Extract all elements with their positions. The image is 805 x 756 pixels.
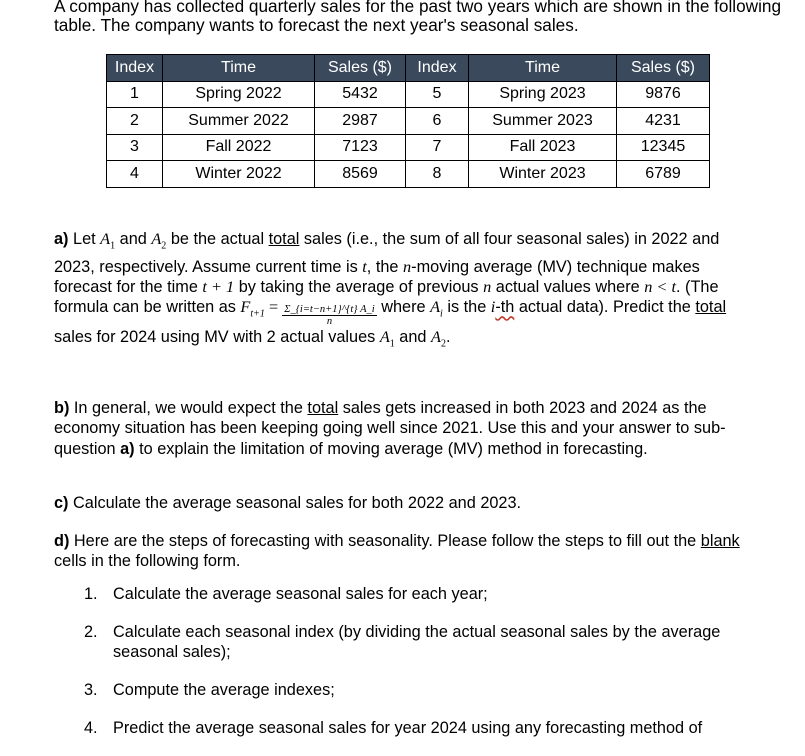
question-b-label: b) (54, 399, 70, 417)
step-text: Predict the average seasonal sales for year 2024 using any forecasting method of (113, 719, 703, 737)
underlined-word: total (268, 230, 300, 248)
table-cell: 8 (406, 161, 469, 188)
math-expr: n < t (644, 276, 676, 296)
text-span: Let (68, 230, 101, 248)
math-sub: 2 (440, 338, 446, 350)
question-a (54, 229, 759, 355)
text-span: sales for 2024 using MV with 2 actual values (54, 328, 380, 347)
table-cell: 4 (107, 161, 163, 188)
math-var: t (362, 256, 367, 276)
step-number: 1. (84, 585, 98, 603)
text-span: sales gets increased in both 2023 and 2024 as the economy situation has been keeping going well since 2021. Use this and your answer to sub-question (54, 399, 726, 458)
math-var: A (430, 327, 441, 347)
math-var: i (490, 297, 496, 317)
table-row (107, 81, 710, 108)
text-span: actual values where (491, 277, 645, 296)
text-span: be the actual (166, 230, 269, 248)
text-span: sales (i.e., the sum of all four seasonal sales) in 2022 and 2023, respectively. Assume current time is (54, 230, 720, 276)
bold-reference: a) (120, 439, 135, 458)
text-span: to explain the limitation of moving average (MV) method in forecasting. (134, 439, 648, 458)
table-cell: Fall 2023 (469, 134, 617, 161)
table-cell: Spring 2023 (469, 81, 617, 108)
table-cell: 2987 (315, 108, 406, 135)
step-text: Calculate the average seasonal sales for each year; (113, 585, 488, 603)
math-var: n (403, 256, 412, 276)
math-var: F (240, 297, 251, 317)
question-c-label: c) (54, 494, 69, 512)
text-span: actual data). Predict the (514, 298, 696, 317)
math-sub: 1 (389, 338, 395, 350)
table-cell: Summer 2022 (163, 108, 315, 135)
step-number: 4. (84, 719, 98, 737)
fraction-denominator: n (326, 316, 333, 328)
table-cell: Winter 2023 (469, 161, 617, 188)
text-span: is the (442, 298, 491, 317)
table-cell: 1 (107, 81, 163, 108)
text-span: and (115, 230, 152, 248)
question-b (54, 398, 759, 459)
text-span: by taking the average of previous (234, 277, 484, 296)
table-row (107, 161, 710, 188)
spellcheck-text: -th (495, 298, 515, 317)
header-index-2: Index (406, 55, 469, 82)
math-eq: = (264, 297, 283, 317)
underlined-word: total (695, 298, 727, 317)
question-d (54, 531, 759, 572)
table-cell: 5 (406, 81, 469, 108)
table-cell: Summer 2023 (469, 108, 617, 135)
header-sales-1: Sales ($) (315, 55, 406, 82)
steps-list (84, 584, 764, 756)
table-row (107, 134, 710, 161)
step-number: 3. (84, 681, 98, 699)
table-cell: 12345 (617, 134, 710, 161)
math-sub: i (440, 308, 443, 320)
table-cell: Spring 2022 (163, 81, 315, 108)
intro-text: A company has collected quarterly sales for the past two years which are shown in the following table. The company wants to forecast the next year's seasonal sales. (54, 0, 782, 35)
table-cell: Fall 2022 (163, 134, 315, 161)
header-time-2: Time (469, 55, 617, 82)
text-span: Calculate the average seasonal sales for both 2022 and 2023. (68, 494, 522, 512)
header-index-1: Index (107, 55, 163, 82)
math-expr: t + 1 (202, 276, 235, 296)
table-cell: 2 (107, 108, 163, 135)
table-cell: 7123 (315, 134, 406, 161)
underlined-word: blank (700, 532, 740, 550)
list-item (84, 680, 764, 700)
math-var: n (483, 276, 492, 296)
text-span: . (445, 328, 451, 347)
table-cell: 6 (406, 108, 469, 135)
text-span: where (376, 298, 431, 317)
math-var: A (151, 229, 162, 248)
step-text: Calculate each seasonal index (by dividing the actual seasonal sales by the average seasonal sales); (113, 623, 721, 661)
text-span: In general, we would expect the (69, 399, 308, 417)
text-span: . (The formula can be written as (54, 277, 719, 317)
table-row (107, 108, 710, 135)
sales-table (106, 54, 710, 188)
table-cell: 3 (107, 134, 163, 161)
header-time-1: Time (163, 55, 315, 82)
table-cell: Winter 2022 (163, 161, 315, 188)
table-cell: 4231 (617, 108, 710, 135)
question-d-label: d) (54, 532, 70, 550)
math-var: A (430, 297, 441, 317)
question-c (54, 493, 759, 513)
text-span: -moving average (MV) technique makes forecast for the time (54, 257, 700, 296)
math-sub: 2 (161, 240, 167, 252)
table-cell: 6789 (617, 161, 710, 188)
math-var: A (100, 229, 111, 248)
question-a-label: a) (54, 230, 69, 248)
text-span: Here are the steps of forecasting with seasonality. Please follow the steps to fill out the (69, 532, 701, 550)
table-cell: 5432 (315, 81, 406, 108)
table-header-row (107, 55, 710, 82)
text-span: , the (366, 257, 404, 276)
table-cell: 7 (406, 134, 469, 161)
step-number: 2. (84, 623, 98, 641)
text-span: cells in the following form. (54, 552, 241, 571)
table-cell: 9876 (617, 81, 710, 108)
math-sub: 1 (110, 240, 116, 252)
header-sales-2: Sales ($) (617, 55, 710, 82)
step-text: Compute the average indexes; (113, 681, 335, 699)
math-var: A (379, 327, 390, 347)
fraction-numerator: Σ_{i=t−n+1}^{t} A_i (284, 304, 375, 316)
list-item (84, 622, 764, 662)
list-item (84, 584, 764, 604)
underlined-word: total (307, 399, 339, 417)
table-cell: 8569 (315, 161, 406, 188)
sum-fraction (282, 304, 376, 327)
math-sub: t+1 (250, 308, 265, 320)
text-span: and (394, 328, 431, 347)
list-item (84, 718, 764, 738)
